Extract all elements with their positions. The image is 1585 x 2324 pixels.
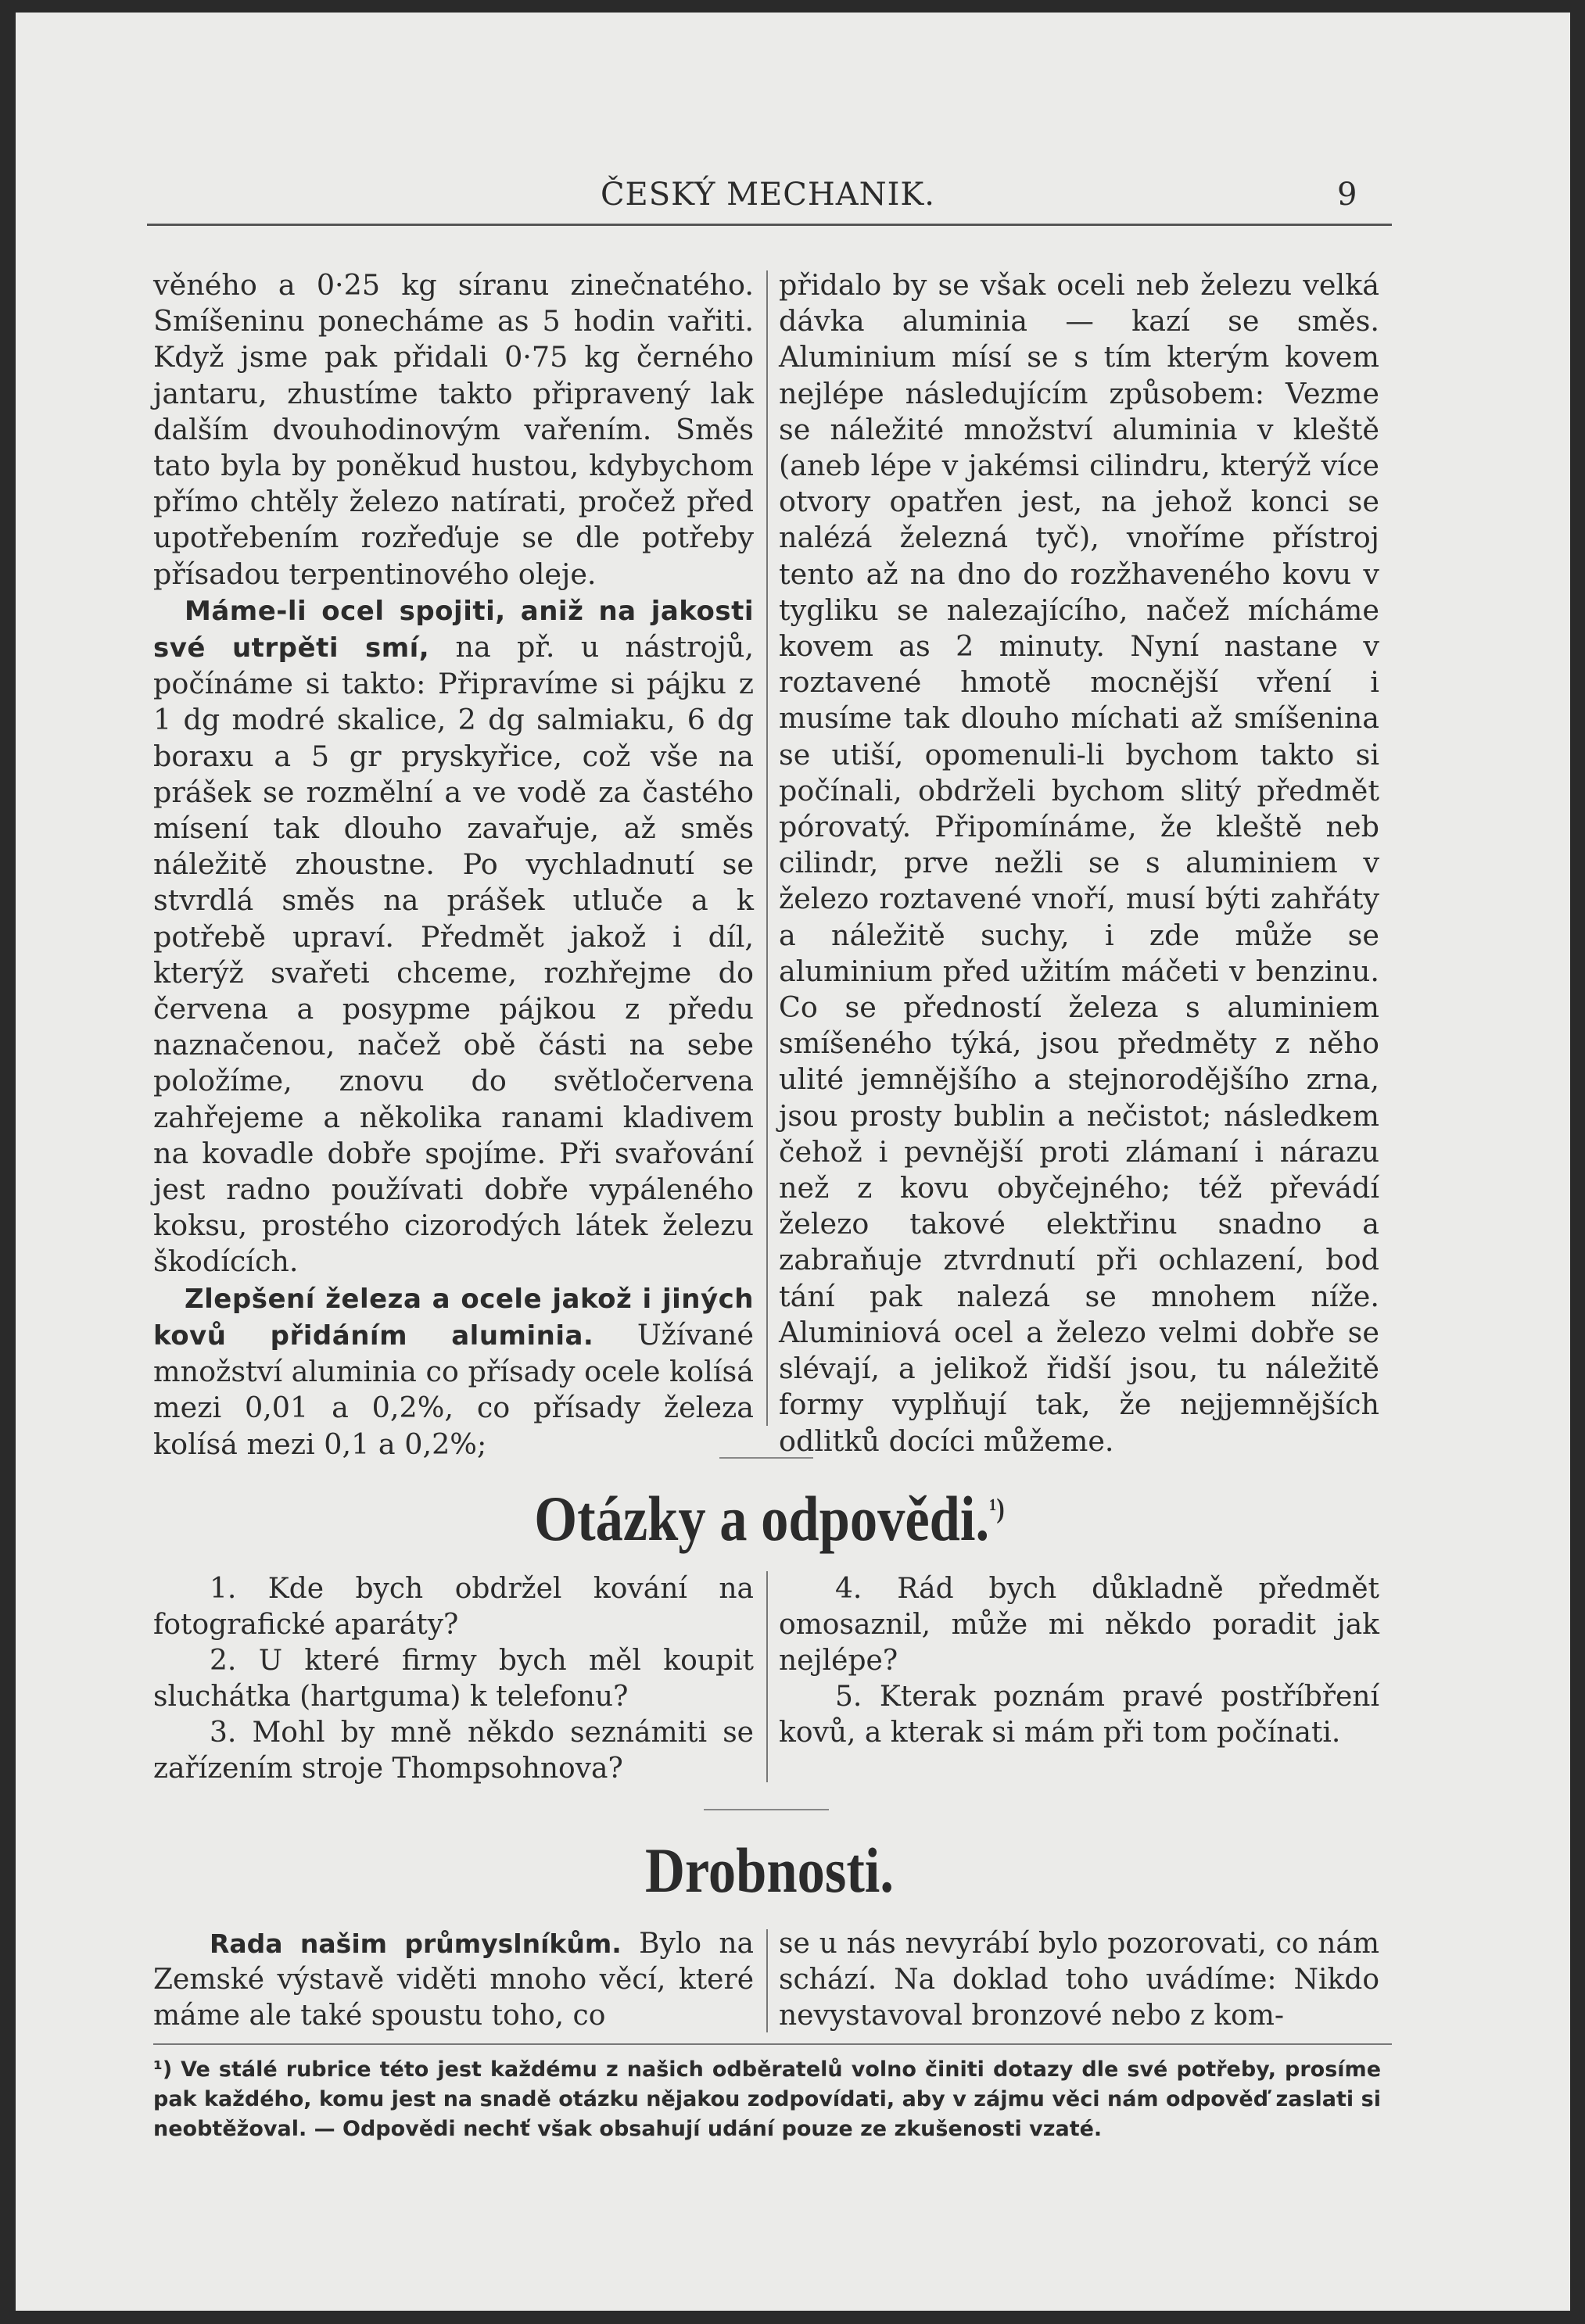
drobnosti-left-column xyxy=(153,1926,754,2034)
article-paragraph xyxy=(153,1926,754,2034)
article-paragraph xyxy=(153,593,754,1280)
header-rule xyxy=(147,224,1392,226)
footnote-mark: ¹) xyxy=(989,1492,1005,1524)
paragraph-text: Bylo na Zemské výstavě viděti mnoho věcí, které máme ale také spoustu toho, co xyxy=(153,1928,754,2032)
paragraph-text: Užívané množství aluminia co přísady ocele kolísá mezi 0,01 a 0,2%, co přísady železa kolísá mezi 0,1 a 0,2%; xyxy=(153,1317,755,1461)
section-separator xyxy=(719,1457,813,1459)
article-left-column xyxy=(153,267,754,1463)
article-paragraph: se u nás nevyrábí bylo pozorovati, co nám schází. Na doklad toho uvádíme: Nikdo nevystavoval bronzové nebo z kom- xyxy=(779,1928,1379,2032)
section-heading-inline: Zlepšení železa a ocele jakož i jiných kovů přidáním aluminia. xyxy=(153,1283,754,1352)
column-divider xyxy=(766,270,768,1426)
section-heading-inline: Rada našim průmyslníkům. xyxy=(210,1928,622,1959)
paragraph-text: na př. u nástrojů, počínáme si takto: Připravíme si pájku z 1 dg modré skalice, 2 dg salmiaku, 6 dg boraxu a 5 gr pryskyřice, což vše na prášek se rozmělní a ve vodě za častého mísení tak dlouho zavařuje, až směs náležitě zhoustne. Po vychladnutí se stvrdlá směs na prášek utluče a k potřebě upraví. Předmět jakož i díl, kterýž svařeti chceme, rozhřejme do červena a posypme pájkou z předu naznačenou, načež obě části na sebe položíme, znovu do světločervena zahřejeme a několika ranami kladivem na kovadle dobře spojíme. Při svařování jest radno používati dobře vypáleného koksu, prostého cizorodých látek železu škodících. xyxy=(153,630,754,1279)
article-paragraph: věného a 0·25 kg síranu zinečnatého. Smíšeninu ponecháme as 5 hodin vařiti. Když jsme pak přidali 0·75 kg černého jantaru, zhustíme takto připravený lak dalším dvouhodinovým vařením. Směs tato byla by poněkud hustou, kdybychom přímo chtěly železo natírati, pročež před upotřebením rozřeďuje se dle potřeby přísadou terpentinového oleje. xyxy=(153,268,754,591)
footnote-text: Ve stálé rubrice této jest každému z našich odběratelů volno činiti dotazy dle své potřeby, prosíme pak každého, komu jest na snadě otázku nějakou zodpovídati, aby v zájmu věci nám odpověď zaslati si neobtěžoval. — Odpovědi nechť však obsahují udání pouze ze zkušenosti vzaté. xyxy=(153,2057,1381,2141)
footnote xyxy=(153,2054,1381,2143)
footnote-rule xyxy=(153,2043,1392,2045)
article-paragraph xyxy=(153,1280,754,1463)
question-item: 1. Kde bych obdržel kování na fotografické aparáty? xyxy=(153,1573,754,1641)
article-paragraph: přidalo by se však oceli neb železu velká dávka aluminia — kazí se směs. Aluminium mísí se s tím kterým kovem nejlépe následujícím způsobem: Vezme se náležité množství aluminia v kleště (aneb lépe v jakémsi cilindru, kterýž více otvory opatřen jest, na jehož konci se nalézá železná tyč), vnoříme přístroj tento až na dno do rozžhaveného kovu v tygliku se nalezajícího, načež mícháme kovem as 2 minuty. Nyní nastane v roztavené hmotě mocnější vření i musíme tak dlouho míchati až smíšenina se utiší, opomenuli-li bychom takto si počínali, obdrželi bychom slitý předmět pórovatý. Připomínáme, že kleště neb cilindr, prve nežli se s aluminiem v železo roztavené vnoří, musí býti zahřáty a náležitě suchy, i zde může se aluminium před užitím máčeti v benzinu. Co se předností železa s aluminiem smíšeného týká, jsou předměty z něho ulité jemnějšího a stejnorodějšího zrna, jsou prosty bublin a nečistot; následkem čehož i pevnější proti zlámaní i nárazu než z kovu obyčejného; též převádí železo takové elektřinu snadno a zabraňuje ztvrdnutí při ochlazení, bod tání pak nalezá se mnohem níže. Aluminiová ocel a železo velmi dobře se slévají, a jelikož řidší jsou, tu náležitě formy vyplňují tak, že nejjemnějších odlitků docíci můžeme. xyxy=(779,268,1379,1458)
section-title-drobnosti: Drobnosti. xyxy=(644,1835,895,1906)
question-item: 4. Rád bych důkladně předmět omosaznil, může mi někdo poradit jak nejlépe? xyxy=(779,1573,1379,1677)
question-item: 5. Kterak poznám pravé postříbření kovů, a kterak si mám při tom počínati. xyxy=(779,1681,1379,1749)
page-number: 9 xyxy=(1337,177,1357,213)
section-heading-inline: Máme-li ocel spojiti, aniž na jakosti své utrpěti smí, xyxy=(153,595,754,664)
question-item: 3. Mohl by mně někdo seznámiti se zařízením stroje Thompsohnova? xyxy=(153,1717,754,1785)
qa-right-column xyxy=(779,1571,1379,1751)
section-title-text: Otázky a odpovědi. xyxy=(534,1483,990,1554)
section-separator xyxy=(704,1809,829,1810)
drobnosti-right-column xyxy=(779,1926,1379,2034)
document-page xyxy=(16,13,1570,2311)
footnote-mark: ¹) xyxy=(153,2057,173,2082)
qa-left-column xyxy=(153,1571,754,1787)
running-header-title: ČESKÝ MECHANIK. xyxy=(600,177,936,213)
question-item: 2. U které firmy bych měl koupit sluchátka (hartguma) k telefonu? xyxy=(153,1645,754,1713)
article-right-column xyxy=(779,267,1379,1459)
column-divider xyxy=(766,1571,768,1782)
column-divider xyxy=(766,1929,768,2032)
section-title-qa xyxy=(234,1482,1304,1556)
